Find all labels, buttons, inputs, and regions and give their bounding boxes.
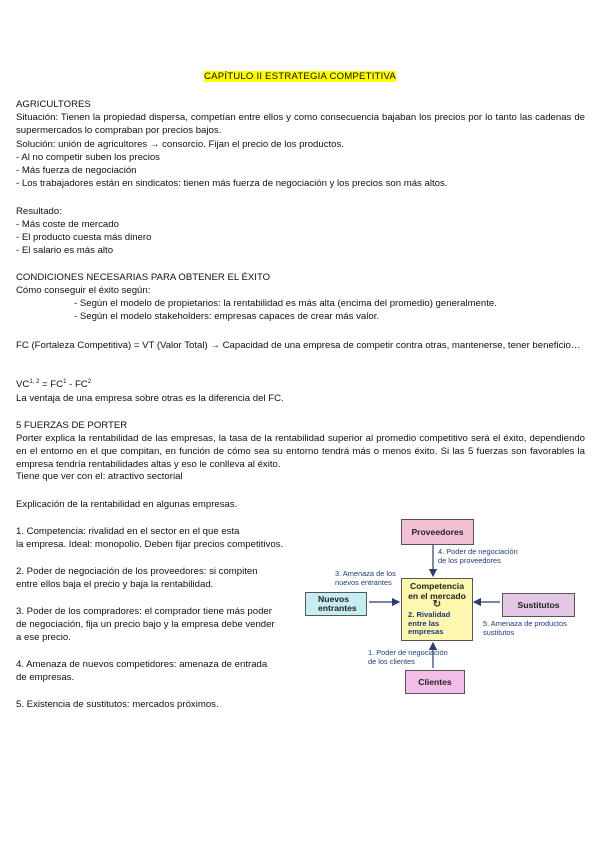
- resultado-bullet: - Más coste de mercado: [16, 219, 119, 230]
- resultado-bullet: - El producto cuesta más dinero: [16, 232, 152, 243]
- label-proveedores: 4. Poder de negociación de los proveedores: [438, 547, 518, 565]
- porter-item-1-cont: la empresa. Ideal: monopolio. Deben fijar precios competitivos.: [16, 539, 284, 550]
- label-sustitutos: 5. Amenaza de productos sustitutos: [483, 619, 567, 637]
- label-nuevos: 3. Amenaza de los nuevos entrantes: [335, 569, 396, 587]
- porter-item-2-cont: entre ellos baja el precio y baja la rentabilidad.: [16, 579, 214, 590]
- porter-explicacion: Explicación de la rentabilidad en algunas empresas.: [16, 499, 238, 510]
- box-nuevos-entrantes: Nuevos entrantes: [305, 592, 367, 616]
- condiciones-heading: CONDICIONES NECESARIAS PARA OBTENER EL ÉXITO: [16, 272, 271, 283]
- condiciones-bullet: - Según el modelo stakeholders: empresas capaces de crear más valor.: [74, 311, 380, 322]
- porter-tiene: Tiene que ver con el: atractivo sectorial: [16, 471, 183, 482]
- porter-heading: 5 FUERZAS DE PORTER: [16, 420, 128, 431]
- agricultores-bullet: - Los trabajadores están en sindicatos: tienen más fuerza de negociación y los precios son más altos.: [16, 178, 448, 189]
- agricultores-bullet: - Al no competir suben los precios: [16, 152, 160, 163]
- porter-item-4: 4. Amenaza de nuevos competidores: amenaza de entrada: [16, 659, 268, 670]
- agricultores-heading: AGRICULTORES: [16, 99, 91, 110]
- agricultores-solucion: Solución: unión de agricultores → consorcio. Fijan el precio de los productos.: [16, 139, 344, 150]
- resultado-bullet: - El salario es más alto: [16, 245, 114, 256]
- porter-item-3-cont: a ese precio.: [16, 632, 71, 643]
- box-proveedores: Proveedores: [401, 519, 474, 545]
- rivalidad-label: 2. Rivalidad entre las empresas: [408, 610, 451, 636]
- vc-formula: $VC^{1, 2} = FC^1 - FC^2$: [16, 378, 92, 390]
- ventaja-text: La ventaja de una empresa sobre otras es la diferencia del FC.: [16, 393, 284, 404]
- agricultores-bullet: - Más fuerza de negociación: [16, 165, 137, 176]
- competencia-title: Competencia en el mercado: [408, 581, 466, 601]
- title-highlight: CAPÍTULO II ESTRATEGIA COMPETITIVA: [204, 71, 396, 82]
- porter-item-4-cont: de empresas.: [16, 672, 75, 683]
- condiciones-bullet: - Según el modelo de propietarios: la rentabilidad es más alta (encima del promedio) generalmente.: [74, 298, 497, 309]
- porter-item-1: 1. Competencia: rivalidad en el sector en el que esta: [16, 526, 240, 537]
- porter-intro: Porter explica la rentabilidad de las empresas, la tasa de la rentabilidad superior al promedio competitivo será el éxito, dependiendo en el entorno en el que compitan, en función de cómo sea su entorno tendrá más o menos éxito. Si las 5 fuerzas son favorables la empresa tendría rentabilidades altas y eso le conlleva al éxito.: [16, 433, 585, 470]
- porter-item-3-cont: de negociación, fija un precio bajo y la empresa debe vender: [16, 619, 275, 630]
- cycle-icon: ↻: [432, 599, 442, 610]
- agricultores-situacion: Situación: Tienen la propiedad dispersa, competían entre ellos y como consecuencia bajaban los precios por lo tanto las cadenas de supermercados lo compraban por precios bajos.: [16, 112, 585, 136]
- box-clientes: Clientes: [405, 670, 465, 694]
- porter-item-2: 2. Poder de negociación de los proveedores: si compiten: [16, 566, 258, 577]
- porter-item-3: 3. Poder de los compradores: el comprador tiene más poder: [16, 606, 272, 617]
- porter-item-5: 5. Existencia de sustitutos: mercados próximos.: [16, 699, 219, 710]
- box-competencia: [401, 578, 473, 641]
- condiciones-intro: Cómo conseguir el éxito según:: [16, 285, 151, 296]
- box-sustitutos: Sustitutos: [502, 593, 575, 617]
- label-clientes: 1. Poder de negociación de los clientes: [368, 648, 448, 666]
- resultado-heading: Resultado:: [16, 206, 62, 217]
- fc-definition: FC (Fortaleza Competitiva) = VT (Valor Total) → Capacidad de una empresa de competir contra otras, mantenerse, tener beneficio…: [16, 340, 581, 351]
